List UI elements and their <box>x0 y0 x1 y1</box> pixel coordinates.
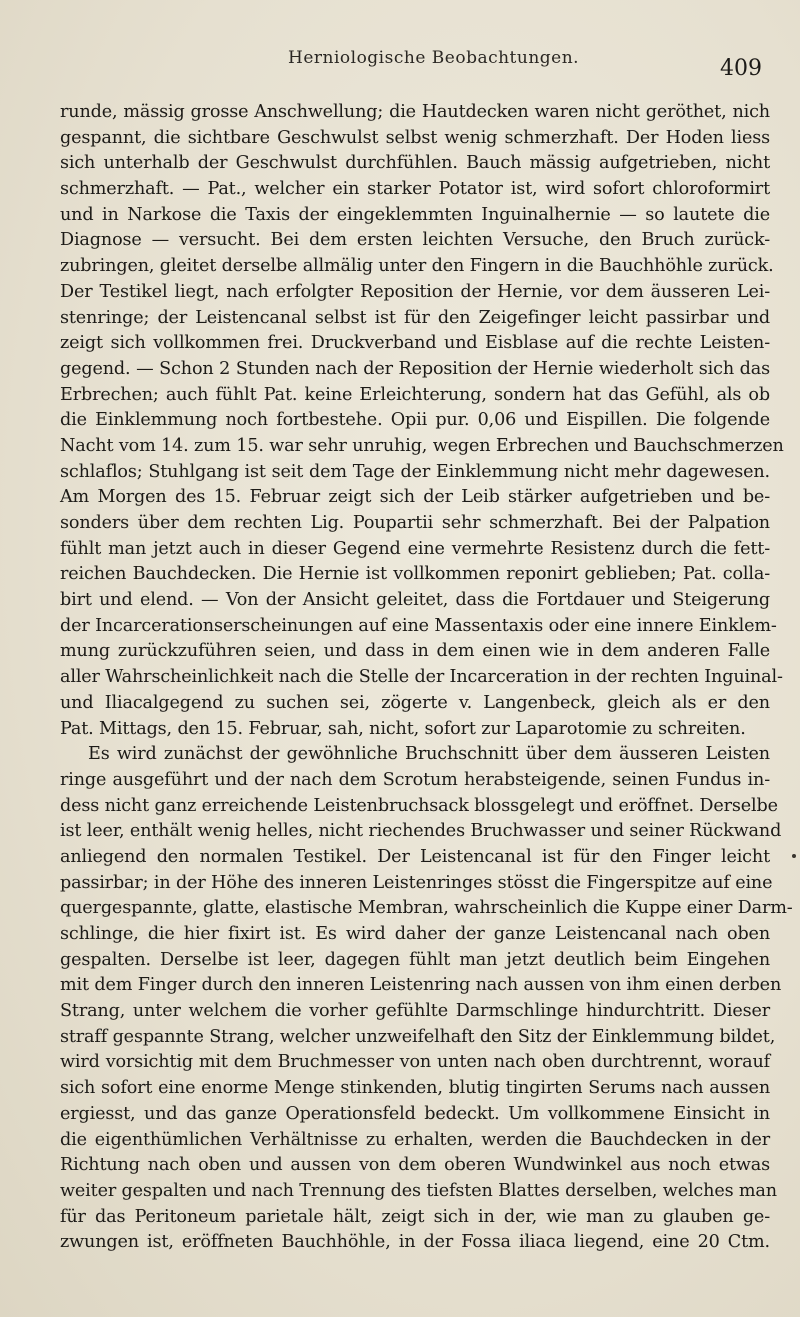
text-line: Richtung nach oben und aussen von dem oberen Wundwinkel aus noch etwas <box>60 1155 770 1176</box>
text-line: sich sofort eine enorme Menge stinkenden, blutig tingirten Serums nach aussen <box>60 1078 770 1099</box>
text-line: quergespannte, glatte, elastische Membran, wahrscheinlich die Kuppe einer Darm- <box>60 898 793 919</box>
text-line: stenringe; der Leistencanal selbst ist für den Zeigefinger leicht passirbar und <box>60 307 770 328</box>
text-line: Strang, unter welchem die vorher gefühlte Darmschlinge hindurchtritt. Dieser <box>60 1001 770 1022</box>
text-line: Pat. Mittags, den 15. Februar, sah, nicht, sofort zur Laparotomie zu schreiten. <box>60 718 746 739</box>
text-line: Diagnose — versucht. Bei dem ersten leichten Versuche, den Bruch zurück- <box>60 230 770 251</box>
text-line: dess nicht ganz erreichende Leistenbruchsack blossgelegt und eröffnet. Derselbe <box>60 795 778 816</box>
text-line: Nacht vom 14. zum 15. war sehr unruhig, wegen Erbrechen und Bauchschmerzen <box>60 435 784 456</box>
text-line: zubringen, gleitet derselbe allmälig unter den Fingern in die Bauchhöhle zurück. <box>60 256 774 277</box>
text-line: und Iliacalgegend zu suchen sei, zögerte v. Langenbeck, gleich als er den <box>60 692 770 713</box>
text-line: reichen Bauchdecken. Die Hernie ist vollkommen reponirt geblieben; Pat. colla- <box>60 564 770 585</box>
text-line: ergiesst, und das ganze Operationsfeld bedeckt. Um vollkommene Einsicht in <box>60 1103 770 1124</box>
paragraph-1 <box>60 100 784 742</box>
text-line: sonders über dem rechten Lig. Poupartii sehr schmerzhaft. Bei der Palpation <box>60 513 770 533</box>
text-line: und in Narkose die Taxis der eingeklemmten Inguinalhernie — so lautete die <box>60 204 770 225</box>
text-line: der Incarcerationserscheinungen auf eine Massentaxis oder eine innere Einklem- <box>60 615 777 636</box>
paragraph-2 <box>60 742 793 1256</box>
text-line: schlinge, die hier fixirt ist. Es wird daher der ganze Leistencanal nach oben <box>60 924 770 944</box>
stray-ink-mark <box>792 854 796 858</box>
text-line: die eigenthümlichen Verhältnisse zu erhalten, werden die Bauchdecken in der <box>60 1129 770 1150</box>
text-line: runde, mässig grosse Anschwellung; die Hautdecken waren nicht geröthet, nich <box>60 102 770 122</box>
text-line: gespalten. Derselbe ist leer, dagegen fühlt man jetzt deutlich beim Eingehen <box>60 949 770 970</box>
text-line: Es wird zunächst der gewöhnliche Bruchschnitt über dem äusseren Leisten <box>88 744 770 765</box>
text-line: schmerzhaft. — Pat., welcher ein starker Potator ist, wird sofort chloroformirt <box>60 179 770 200</box>
text-line: passirbar; in der Höhe des inneren Leistenringes stösst die Fingerspitze auf eine <box>60 872 773 893</box>
text-line: zeigt sich vollkommen frei. Druckverband und Eisblase auf die rechte Leisten- <box>60 333 770 354</box>
text-line: Der Testikel liegt, nach erfolgter Reposition der Hernie, vor dem äusseren Lei- <box>60 281 770 302</box>
text-line: zwungen ist, eröffneten Bauchhöhle, in der Fossa iliaca liegend, eine 20 Ctm. <box>60 1232 770 1253</box>
text-line: die Einklemmung noch fortbestehe. Opii pur. 0,06 und Eispillen. Die folgende <box>60 410 770 431</box>
text-line: Am Morgen des 15. Februar zeigt sich der Leib stärker aufgetrieben und be- <box>60 487 770 508</box>
body-text <box>60 100 793 1256</box>
text-line: birt und elend. — Von der Ansicht geleitet, dass die Fortdauer und Steigerung <box>60 590 770 611</box>
running-head: Herniologische Beobachtungen. <box>288 48 580 68</box>
text-line: weiter gespalten und nach Trennung des tiefsten Blattes derselben, welches man <box>60 1180 777 1201</box>
text-line: mung zurückzuführen seien, und dass in dem einen wie in dem anderen Falle <box>60 641 770 662</box>
text-line: aller Wahrscheinlichkeit nach die Stelle der Incarceration in der rechten Inguinal- <box>60 667 783 688</box>
text-line: sich unterhalb der Geschwulst durchfühlen. Bauch mässig aufgetrieben, nicht <box>60 153 770 174</box>
text-line: wird vorsichtig mit dem Bruchmesser von unten nach oben durchtrennt, worauf <box>60 1052 770 1073</box>
text-line: schlaflos; Stuhlgang ist seit dem Tage der Einklemmung nicht mehr dagewesen. <box>60 461 770 482</box>
text-line: Erbrechen; auch fühlt Pat. keine Erleichterung, sondern hat das Gefühl, als ob <box>60 384 770 405</box>
text-line: ist leer, enthält wenig helles, nicht riechendes Bruchwasser und seiner Rückwand <box>60 821 782 842</box>
text-line: straff gespannte Strang, welcher unzweifelhaft den Sitz der Einklemmung bildet, <box>60 1026 776 1047</box>
text-line: fühlt man jetzt auch in dieser Gegend eine vermehrte Resistenz durch die fett- <box>60 538 770 559</box>
text-line: mit dem Finger durch den inneren Leistenring nach aussen von ihm einen derben <box>60 975 782 996</box>
text-line: ringe ausgeführt und der nach dem Scrotum herabsteigende, seinen Fundus in- <box>60 769 770 790</box>
text-line: gegend. — Schon 2 Stunden nach der Reposition der Hernie wiederholt sich das <box>60 358 770 379</box>
text-line: anliegend den normalen Testikel. Der Leistencanal ist für den Finger leicht <box>60 846 770 867</box>
text-line: für das Peritoneum parietale hält, zeigt sich in der, wie man zu glauben ge- <box>60 1206 770 1227</box>
page-number: 409 <box>720 56 762 81</box>
text-line: gespannt, die sichtbare Geschwulst selbst wenig schmerzhaft. Der Hoden liess <box>60 127 770 148</box>
